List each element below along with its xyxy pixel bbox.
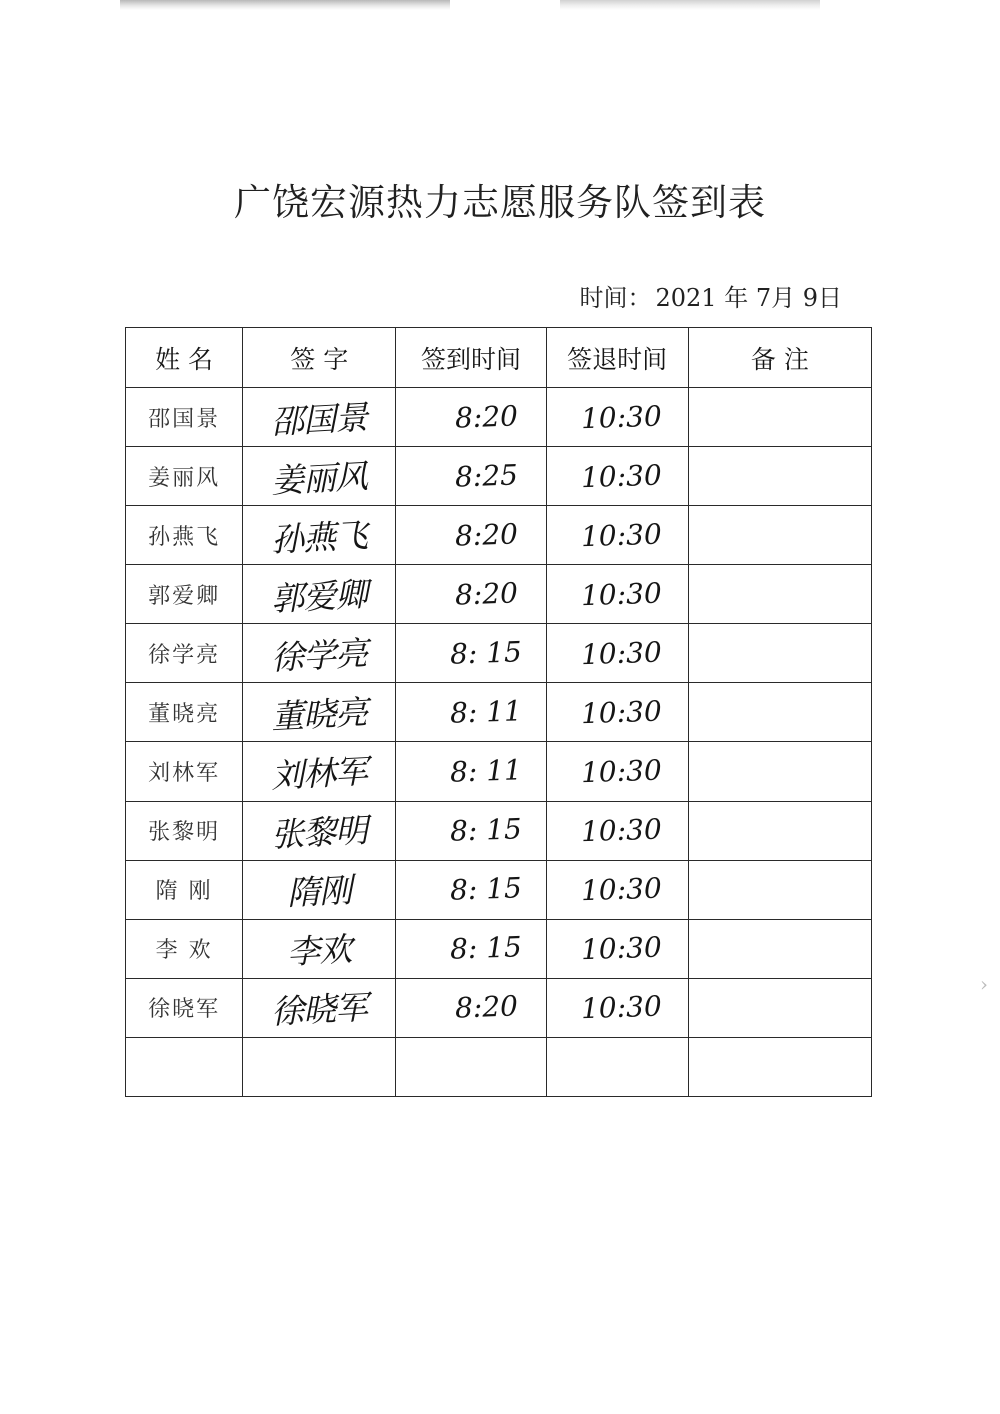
name-cell: 李 欢 xyxy=(126,919,243,978)
checkin-cell xyxy=(396,683,546,742)
checkout-cell xyxy=(546,447,688,506)
signature-cell xyxy=(243,388,396,447)
date-line xyxy=(575,278,842,313)
signature-cell xyxy=(243,683,396,742)
signature-cell xyxy=(243,919,396,978)
header-signature: 签 字 xyxy=(243,328,396,388)
table-row xyxy=(126,919,872,978)
header-name: 姓 名 xyxy=(126,328,243,388)
notes-cell xyxy=(688,742,871,801)
checkin-cell xyxy=(396,624,546,683)
checkin-cell xyxy=(396,860,546,919)
checkout-time: 10:30 xyxy=(580,694,663,731)
signature-cell xyxy=(243,565,396,624)
notes-cell xyxy=(688,860,871,919)
checkin-cell xyxy=(396,506,546,565)
handwritten-signature: 刘林军 xyxy=(270,751,369,796)
handwritten-signature: 张黎明 xyxy=(270,810,369,855)
date-value: 2021 年 7月 9日 xyxy=(655,284,842,312)
checkin-cell xyxy=(396,919,546,978)
signature-cell xyxy=(243,447,396,506)
checkin-time: 8: 15 xyxy=(449,812,523,848)
signature-cell xyxy=(243,860,396,919)
handwritten-signature: 董晓亮 xyxy=(270,692,369,737)
name-cell: 徐学亮 xyxy=(126,624,243,683)
header-checkin: 签到时间 xyxy=(396,328,546,388)
table-row xyxy=(126,388,872,447)
checkin-cell xyxy=(396,978,546,1037)
table-row xyxy=(126,801,872,860)
name-cell: 董晓亮 xyxy=(126,683,243,742)
table-row-empty xyxy=(126,1037,872,1096)
notes-cell xyxy=(688,919,871,978)
checkout-time: 10:30 xyxy=(580,753,663,790)
table-row xyxy=(126,565,872,624)
checkout-time: 10:30 xyxy=(580,458,663,494)
checkin-time: 8: 11 xyxy=(449,753,523,789)
checkin-cell xyxy=(396,801,546,860)
notes-cell xyxy=(688,388,871,447)
table-row xyxy=(126,860,872,919)
handwritten-signature: 李欢 xyxy=(286,929,353,972)
checkout-cell xyxy=(546,624,688,683)
name-cell xyxy=(126,1037,243,1096)
checkin-cell xyxy=(396,447,546,506)
handwritten-signature: 隋刚 xyxy=(286,870,353,913)
date-label: 时间： xyxy=(579,284,652,312)
document-title: 广饶宏源热力志愿服务队签到表 xyxy=(234,181,766,224)
checkin-time: 8: 15 xyxy=(449,930,523,966)
checkout-time: 10:30 xyxy=(580,871,663,908)
checkin-cell xyxy=(396,565,546,624)
handwritten-signature: 徐晓军 xyxy=(270,987,369,1032)
scan-edge-shadow xyxy=(120,0,450,10)
checkin-time: 8:25 xyxy=(453,457,518,494)
checkout-time: 10:30 xyxy=(580,635,663,672)
checkout-cell xyxy=(546,860,688,919)
checkin-time: 8:20 xyxy=(453,398,518,435)
name-cell: 徐晓军 xyxy=(126,978,243,1037)
notes-cell xyxy=(688,978,871,1037)
checkin-time: 8: 11 xyxy=(449,694,523,730)
header-checkout: 签退时间 xyxy=(546,328,688,388)
table-row xyxy=(126,447,872,506)
checkin-time: 8: 15 xyxy=(449,871,523,907)
name-cell: 邵国景 xyxy=(126,388,243,447)
signature-cell xyxy=(243,742,396,801)
handwritten-signature: 邵国景 xyxy=(270,397,369,442)
name-cell: 张黎明 xyxy=(126,801,243,860)
notes-cell xyxy=(688,506,871,565)
table-row xyxy=(126,624,872,683)
checkout-cell xyxy=(546,683,688,742)
checkout-cell xyxy=(546,801,688,860)
name-cell: 孙燕飞 xyxy=(126,506,243,565)
signature-cell xyxy=(243,801,396,860)
checkout-time: 10:30 xyxy=(580,576,663,613)
notes-cell xyxy=(688,801,871,860)
handwritten-signature: 徐学亮 xyxy=(270,633,369,678)
handwritten-signature: 孙燕飞 xyxy=(270,515,369,560)
signature-cell xyxy=(243,1037,396,1096)
table-row xyxy=(126,742,872,801)
checkout-time: 10:30 xyxy=(580,398,663,435)
notes-cell xyxy=(688,624,871,683)
checkout-time: 10:30 xyxy=(580,989,663,1026)
sign-in-table xyxy=(125,327,872,1097)
signature-cell xyxy=(243,624,396,683)
checkin-time: 8:20 xyxy=(453,517,518,553)
checkin-time: 8:20 xyxy=(453,989,518,1025)
notes-cell xyxy=(688,565,871,624)
signature-cell xyxy=(243,506,396,565)
checkin-cell xyxy=(396,742,546,801)
handwritten-signature: 郭爱卿 xyxy=(270,574,369,619)
checkout-cell xyxy=(546,919,688,978)
checkin-time xyxy=(456,1073,486,1074)
name-cell: 刘林军 xyxy=(126,742,243,801)
notes-cell xyxy=(688,447,871,506)
header-notes: 备 注 xyxy=(688,328,871,388)
notes-cell xyxy=(688,683,871,742)
checkout-cell xyxy=(546,565,688,624)
name-cell: 姜丽风 xyxy=(126,447,243,506)
checkin-time: 8: 15 xyxy=(449,635,523,671)
notes-cell xyxy=(688,1037,871,1096)
checkout-cell xyxy=(546,1037,688,1096)
name-cell: 郭爱卿 xyxy=(126,565,243,624)
table-row xyxy=(126,978,872,1037)
signature-cell xyxy=(243,978,396,1037)
table-row xyxy=(126,506,872,565)
table-row xyxy=(126,683,872,742)
checkout-cell xyxy=(546,388,688,447)
checkout-cell xyxy=(546,506,688,565)
header-row xyxy=(126,328,872,388)
checkin-cell xyxy=(396,388,546,447)
scan-artifact-icon: › xyxy=(980,972,988,996)
scan-edge-shadow xyxy=(560,0,820,10)
checkout-cell xyxy=(546,742,688,801)
checkin-cell xyxy=(396,1037,546,1096)
name-cell: 隋 刚 xyxy=(126,860,243,919)
checkout-time: 10:30 xyxy=(580,517,663,553)
checkout-cell xyxy=(546,978,688,1037)
checkout-time: 10:30 xyxy=(580,930,663,967)
checkout-time: 10:30 xyxy=(580,812,663,849)
handwritten-signature: 姜丽风 xyxy=(270,456,369,501)
checkin-time: 8:20 xyxy=(453,576,518,612)
